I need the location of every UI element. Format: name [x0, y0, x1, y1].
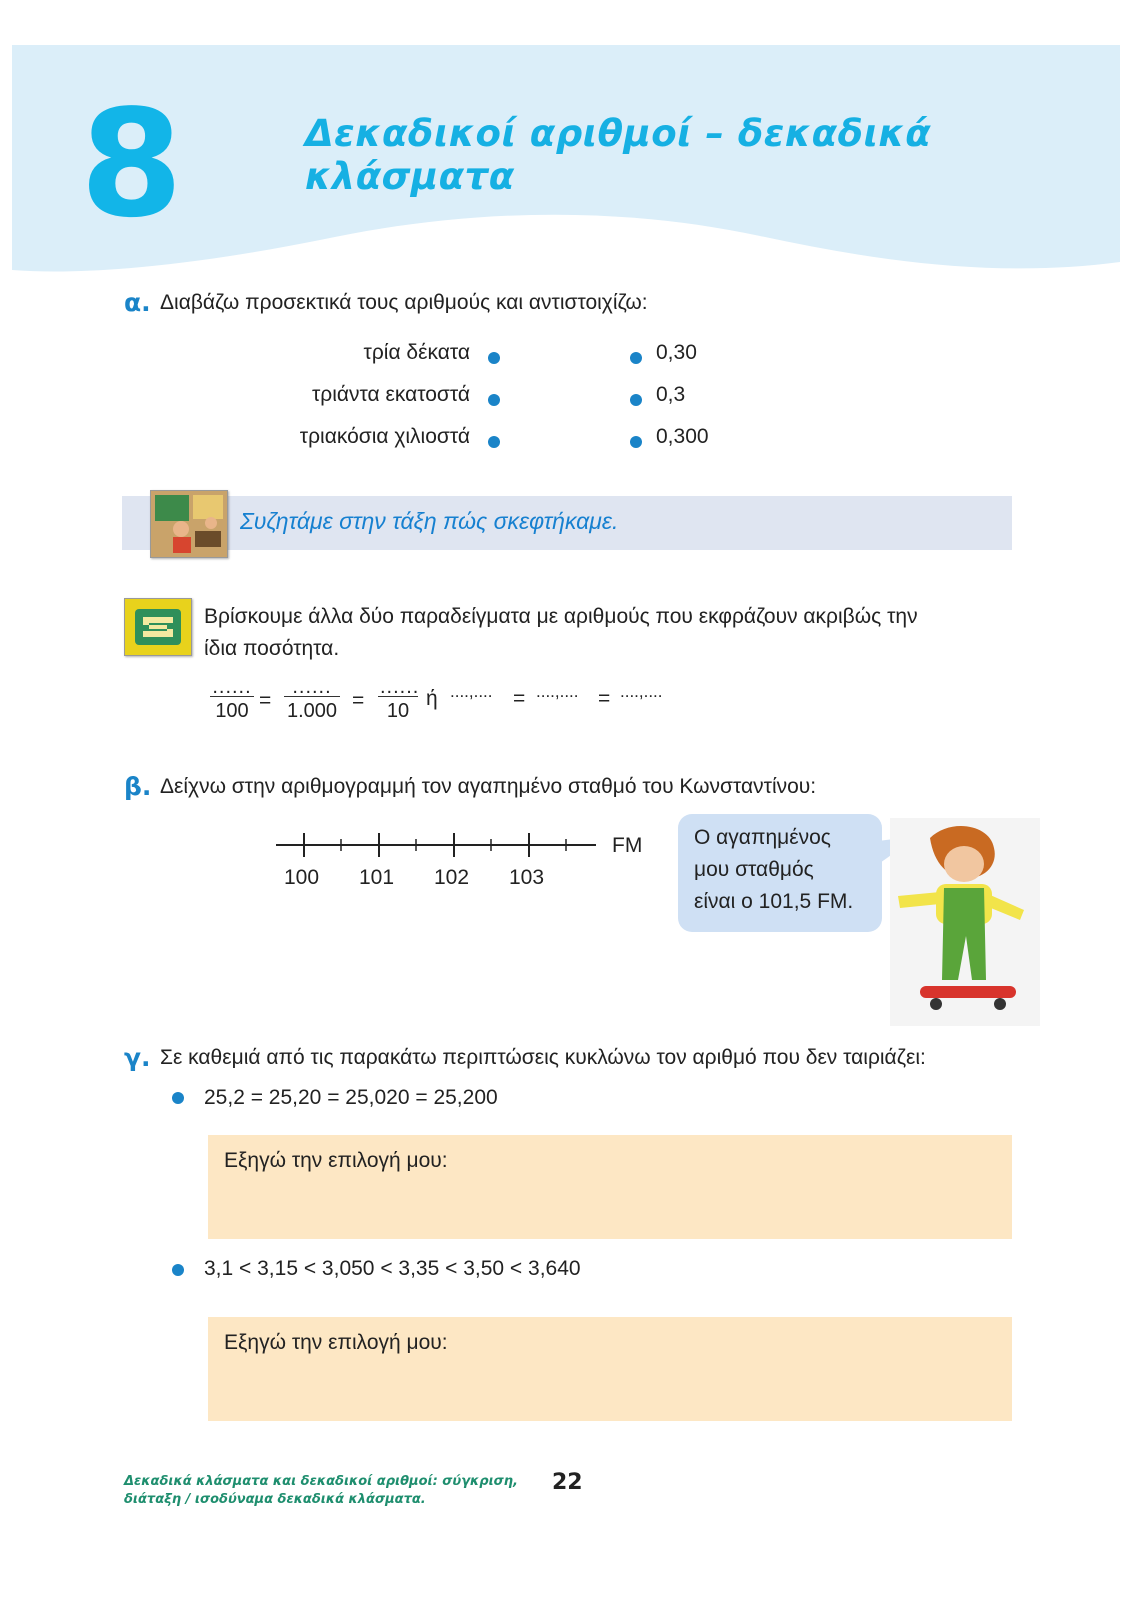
match-left-item: τριάντα εκατοστά: [311, 383, 470, 406]
fraction-numerator: ......: [284, 680, 340, 697]
number-line-unit: FM: [612, 834, 643, 857]
chapter-title: Δεκαδικοί αριθμοί – δεκαδικά κλάσματα: [305, 112, 932, 198]
match-left-item: τριακόσια χιλιοστά: [299, 425, 470, 448]
match-right-item: 0,300: [656, 425, 709, 448]
match-left-dot[interactable]: [488, 352, 500, 364]
section-b-letter: β.: [124, 772, 152, 801]
fraction-numerator: ......: [380, 676, 420, 698]
match-right-dot[interactable]: [630, 352, 642, 364]
match-left-dot[interactable]: [488, 394, 500, 406]
bubble-line: Ο αγαπημένος: [694, 826, 831, 849]
examples-text-line1: Βρίσκουμε άλλα δύο παραδείγματα με αριθμούς που εκφράζουν ακριβώς την: [204, 605, 918, 628]
section-c-letter: γ.: [124, 1043, 151, 1072]
footer-note-line: Δεκαδικά κλάσματα και δεκαδικοί αριθμοί: σύγκριση,: [124, 1474, 518, 1489]
page-number: 22: [552, 1470, 583, 1495]
match-left-item: τρία δέκατα: [363, 341, 470, 364]
bubble-line: είναι ο 101,5 FM.: [694, 890, 854, 913]
equals-sign: =: [352, 689, 365, 712]
expression-2[interactable]: 3,1 < 3,15 < 3,050 < 3,35 < 3,50 < 3,640: [204, 1257, 581, 1280]
bullet-dot: [172, 1264, 184, 1276]
match-right-dot[interactable]: [630, 394, 642, 406]
fraction-denominator: 1.000: [286, 700, 338, 722]
decimal-blank[interactable]: ....,....: [620, 682, 663, 701]
match-right-dot[interactable]: [630, 436, 642, 448]
number-line-label: 100: [284, 866, 320, 889]
equals-sign: =: [259, 689, 272, 712]
number-line-label: 103: [509, 866, 545, 889]
section-a-letter: α.: [124, 288, 151, 317]
bullet-dot: [172, 1092, 184, 1104]
section-c-instruction: Σε καθεμιά από τις παρακάτω περιπτώσεις κυκλώνω τον αριθμό που δεν ταιριάζει:: [160, 1046, 926, 1069]
discussion-text: Συζητάμε στην τάξη πώς σκεφτήκαμε.: [240, 508, 619, 534]
explanation-label: Εξηγώ την επιλογή μου:: [224, 1149, 448, 1172]
speech-bubble: [678, 814, 882, 932]
decimal-blank[interactable]: ....,....: [536, 682, 579, 701]
explanation-box[interactable]: [208, 1135, 1012, 1239]
bubble-line: μου σταθμός: [694, 858, 814, 881]
equals-sign: =: [513, 687, 526, 710]
section-a-instruction: Διαβάζω προσεκτικά τους αριθμούς και αντιστοιχίζω:: [160, 291, 648, 314]
decimal-blank[interactable]: ....,....: [450, 682, 493, 701]
classroom-discussion-icon: [150, 490, 228, 558]
number-line[interactable]: [270, 830, 600, 860]
chapter-number: 8: [80, 78, 183, 250]
number-line-label: 101: [359, 866, 395, 889]
fraction-denominator: 10: [386, 700, 410, 722]
number-line-label: 102: [434, 866, 470, 889]
match-left-dot[interactable]: [488, 436, 500, 448]
fraction-blank[interactable]: [378, 676, 420, 723]
fraction-numerator: ......: [210, 680, 254, 697]
match-right-item: 0,3: [656, 383, 686, 406]
section-b-instruction: Δείχνω στην αριθμογραμμή τον αγαπημένο σταθμό του Κωνσταντίνου:: [160, 775, 817, 798]
skateboarder-illustration: [890, 818, 1040, 1026]
fraction-denominator: 100: [215, 700, 249, 722]
examples-text-line2: ίδια ποσότητα.: [204, 637, 340, 660]
equals-sign: =: [598, 687, 611, 710]
fraction-blank[interactable]: [210, 676, 254, 723]
fraction-blank[interactable]: [284, 676, 340, 723]
explanation-box[interactable]: [208, 1317, 1012, 1421]
expression-1[interactable]: 25,2 = 25,20 = 25,020 = 25,200: [204, 1086, 498, 1109]
puzzle-icon: [124, 598, 192, 656]
footer-topic-note: [124, 1473, 518, 1509]
or-word: ή: [426, 687, 438, 710]
explanation-label: Εξηγώ την επιλογή μου:: [224, 1331, 448, 1354]
footer-note-line: διάταξη / ισοδύναμα δεκαδικά κλάσματα.: [124, 1492, 426, 1507]
match-right-item: 0,30: [656, 341, 697, 364]
